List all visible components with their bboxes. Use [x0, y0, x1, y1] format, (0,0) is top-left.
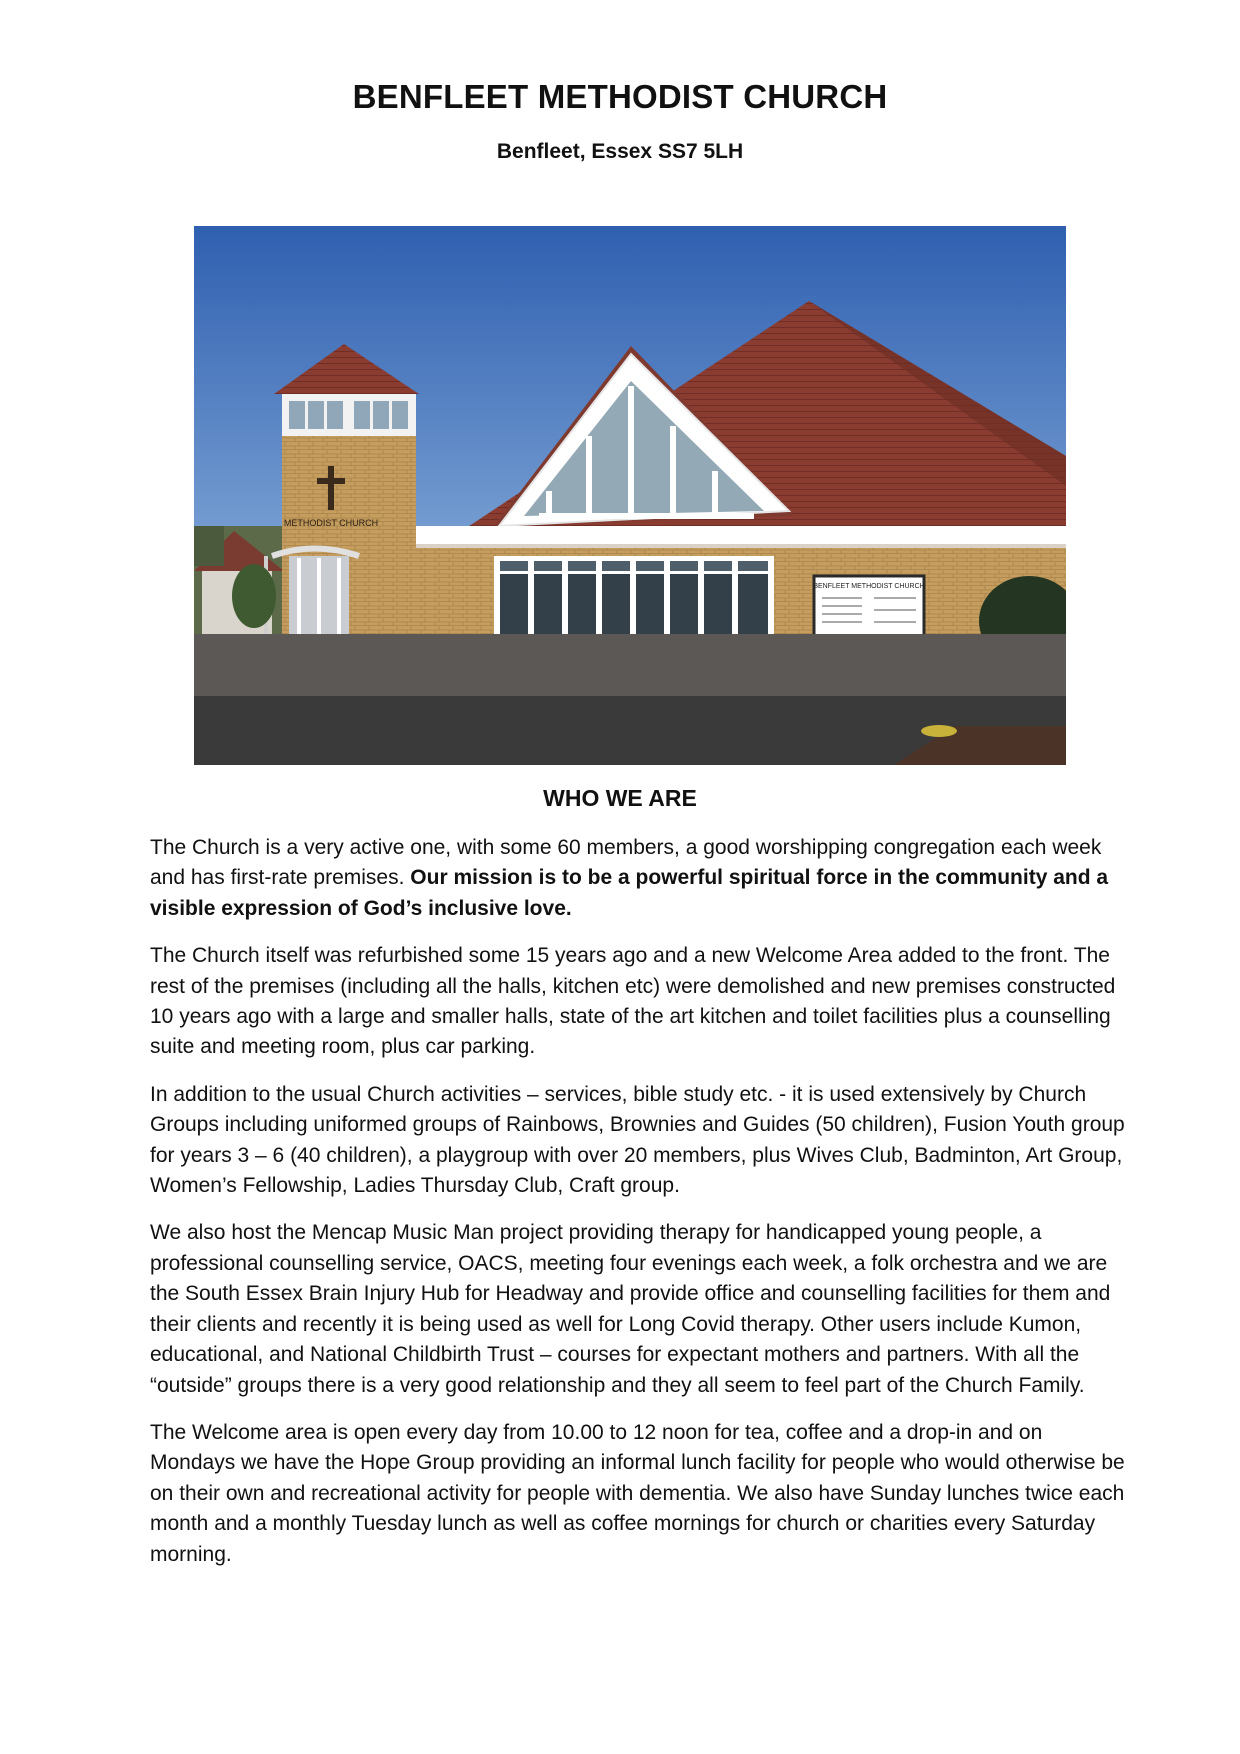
paragraph-premises: The Church itself was refurbished some 15 years ago and a new Welcome Area added to the front. The rest of the premises (including all the halls, kitchen etc) were demolished and new premises constructed 10 years ago with a large and smaller halls, state of the art kitchen and toilet facilities plus a counselling suite and meeting room, plus car parking. — [150, 944, 1116, 1059]
tower-sign: METHODIST CHURCH — [283, 518, 379, 528]
paragraph-hosted-groups: We also host the Mencap Music Man project providing therapy for handicapped young people, a professional counselling service, OACS, meeting four evenings each week, a folk orchestra and we are the South Essex Brain Injury Hub for Headway and provide office and counselling facilities for them and their clients and recently it is being used as well for Long Covid therapy. Other users include Kumon, educational, and National Childbirth Trust – courses for expectant mothers and partners. With all the “outside” groups there is a very good relationship and they all seem to feel part of the Church Family. — [150, 1221, 1111, 1397]
church-address: Benfleet, Essex SS7 5LH — [496, 140, 744, 163]
paragraph-activities: In addition to the usual Church activities – services, bible study etc. - it is used extensively by Church Groups including uniformed groups of Rainbows, Brownies and Guides (50 children), Fusion Youth group for years 3 – 6 (40 children), a playgroup with over 20 members, plus Wives Club, Badminton, Art Group, Women’s Fellowship, Ladies Thursday Club, Craft group. — [150, 1082, 1125, 1198]
church-photo — [194, 226, 1066, 765]
paragraph-mission — [150, 833, 1125, 924]
paragraph-mission-text: The Church is a very active one, with some 60 members, a good worshipping congregation each week and has first-rate premises. — [150, 836, 1102, 890]
notice-board-title: BENFLEET METHODIST CHURCH — [813, 583, 925, 590]
paragraph-welcome-area: The Welcome area is open every day from 10.00 to 12 noon for tea, coffee and a drop-in and on Mondays we have the Hope Group providing an informal lunch facility for people who would otherwise be on their own and recreational activity for people with dementia. We also have Sunday lunches twice each month and a monthly Tuesday lunch as well as coffee mornings for church or charities every Saturday morning. — [150, 1420, 1125, 1566]
body-text — [150, 833, 1125, 1587]
church-photo-illustration — [194, 226, 1066, 765]
cross-icon — [328, 466, 334, 510]
mission-statement: Our mission is to be a powerful spiritual force in the community and a visible expression of God’s inclusive love. — [150, 866, 1109, 920]
page-title: BENFLEET METHODIST CHURCH — [352, 78, 888, 115]
section-heading: WHO WE ARE — [543, 785, 697, 811]
